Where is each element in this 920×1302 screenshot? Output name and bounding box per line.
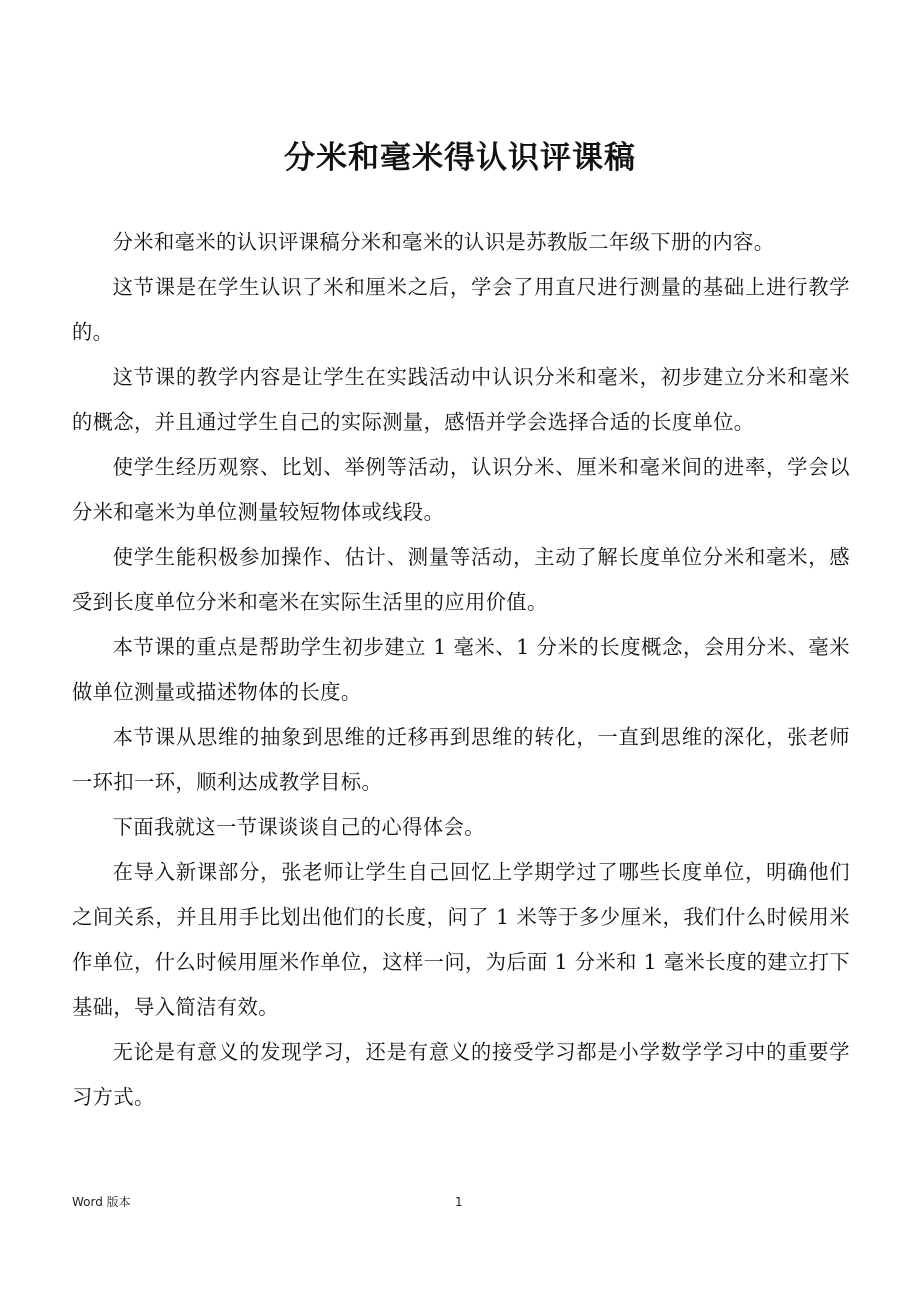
paragraph: 无论是有意义的发现学习，还是有意义的接受学习都是小学数学学习中的重要学习方式。 bbox=[72, 1040, 850, 1109]
page-number: 1 bbox=[455, 1195, 463, 1209]
paragraph: 这节课的教学内容是让学生在实践活动中认识分米和毫米，初步建立分米和毫米的概念，并且通过学生自己的实际测量，感悟并学会选择合适的长度单位。 bbox=[72, 365, 850, 434]
paragraph: 使学生经历观察、比划、举例等活动，认识分米、厘米和毫米间的进率，学会以分米和毫米为单位测量较短物体或线段。 bbox=[72, 455, 850, 524]
document-body bbox=[72, 220, 850, 1120]
paragraph: 这节课是在学生认识了米和厘米之后，学会了用直尺进行测量的基础上进行教学的。 bbox=[72, 275, 850, 344]
paragraph: 在导入新课部分，张老师让学生自己回忆上学期学过了哪些长度单位，明确他们之间关系，并且用手比划出他们的长度，问了 1 米等于多少厘米，我们什么时候用米作单位，什么时候用厘米作单位，这样一问，为后面 1 分米和 1 毫米长度的建立打下基础，导入简洁有效。 bbox=[72, 860, 850, 1019]
paragraph: 分米和毫米的认识评课稿分米和毫米的认识是苏教版二年级下册的内容。 bbox=[112, 230, 775, 254]
document-title: 分米和毫米得认识评课稿 bbox=[284, 140, 636, 176]
paragraph: 下面我就这一节课谈谈自己的心得体会。 bbox=[112, 815, 485, 839]
paragraph: 本节课从思维的抽象到思维的迁移再到思维的转化，一直到思维的深化，张老师一环扣一环，顺利达成教学目标。 bbox=[72, 725, 850, 794]
paragraph: 使学生能积极参加操作、估计、测量等活动，主动了解长度单位分米和毫米，感受到长度单位分米和毫米在实际生活里的应用价值。 bbox=[72, 545, 850, 614]
paragraph: 本节课的重点是帮助学生初步建立 1 毫米、1 分米的长度概念，会用分米、毫米做单位测量或描述物体的长度。 bbox=[72, 635, 850, 704]
footer-label: Word 版本 bbox=[72, 1195, 131, 1209]
